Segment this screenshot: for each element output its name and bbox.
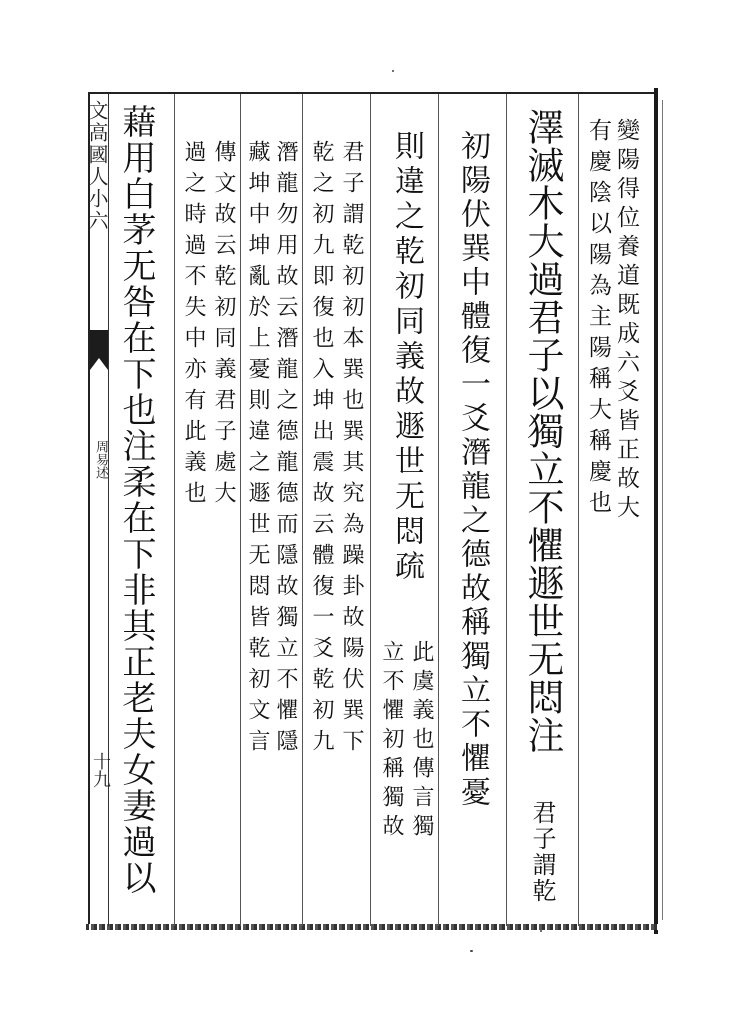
column-5-annotation-right: 君子謂乾初初本巽也巽其究為躁卦故陽伏巽下 [339, 140, 364, 760]
frame-bottom-edge [86, 924, 658, 930]
column-divider [578, 94, 579, 926]
column-divider [174, 94, 175, 926]
column-2-note: 君子謂乾 [528, 800, 556, 904]
scan-speck [392, 70, 394, 72]
column-8-text: 藉用白茅无咎在下也注柔在下非其正老夫女妻過以 [116, 104, 156, 896]
page-number: 十九 [90, 752, 111, 788]
column-7-annotation-left: 過之時過不失中亦有此義也 [181, 140, 206, 512]
column-7-annotation-right: 傳文故云乾初同義君子處大 [211, 140, 236, 512]
book-title: 周易述 [93, 440, 108, 479]
column-divider [370, 94, 371, 926]
scan-speck [540, 930, 542, 932]
column-divider [302, 94, 303, 926]
margin-top-text: 文高國人小六 [85, 100, 109, 232]
column-5-annotation-left: 乾之初九即復也入坤出震故云體復一爻乾初九 [309, 140, 334, 760]
column-4-text: 則違之乾初同義故遯世无悶疏 [389, 130, 424, 585]
column-1-annotation-left: 有慶陰以陽為主陽稱大稱慶也 [585, 118, 611, 521]
column-4-note-right: 此虞義也傳言獨 [409, 640, 434, 843]
column-6-annotation-left: 藏坤中坤亂於上憂則違之遯世无悶皆乾初文言 [245, 140, 270, 760]
column-1-annotation-right: 變陽得位養道既成六爻皆正故大 [613, 118, 639, 524]
column-divider [506, 94, 507, 926]
column-divider [438, 94, 439, 926]
frame-right-inner-line [662, 100, 663, 920]
frame-right-border [654, 88, 658, 934]
column-divider [240, 94, 241, 926]
column-4-note-left: 立不懼初稱獨故 [379, 640, 404, 843]
column-6-annotation-right: 潛龍勿用故云潛龍之德龍德而隱故獨立不懼隱 [273, 140, 298, 760]
column-2-main-text: 澤滅木大過君子以獨立不懼遯世无悶注 [521, 108, 564, 754]
scan-speck [470, 950, 473, 952]
column-3-text: 初陽伏巽中體復一爻潛龍之德故稱獨立不懼憂 [455, 130, 490, 810]
